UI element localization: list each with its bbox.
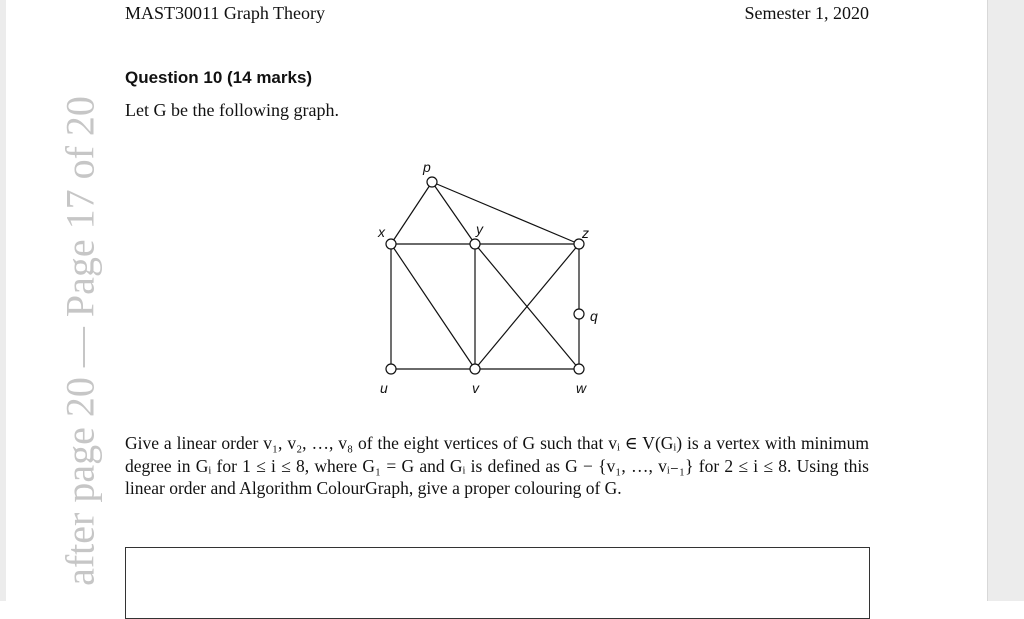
graph-edges (391, 182, 579, 369)
vertex-y (470, 239, 480, 249)
semester-header: Semester 1, 2020 (744, 3, 869, 23)
edge-p-x (391, 182, 432, 244)
vertex-label-p: p (423, 159, 431, 175)
vertex-p (427, 177, 437, 187)
vertex-label-x: x (378, 224, 385, 240)
question-intro: Let G be the following graph. (125, 100, 339, 120)
vertex-v (470, 364, 480, 374)
vertex-label-u: u (380, 380, 388, 396)
page-watermark: after page 20 — Page 17 of 20 (57, 96, 103, 586)
question-title: Question 10 (14 marks) (125, 68, 313, 87)
vertex-u (386, 364, 396, 374)
answer-box[interactable] (125, 547, 870, 619)
course-header: MAST30011 Graph Theory (125, 3, 325, 23)
vertex-q (574, 309, 584, 319)
question-body: Give a linear order v₁, v₂, …, v₈ of the eight vertices of G such that vᵢ ∈ V(Gᵢ) is a vertex with minimum degree in Gᵢ for 1 ≤ i ≤ 8, where G₁ = G and Gᵢ is defined as G − {v₁, …, vᵢ₋₁} for 2 ≤ i ≤ 8. Using this linear order and Algorithm ColourGraph, give a proper colouring of G. (125, 433, 869, 498)
edge-x-v (391, 244, 475, 369)
graph-labels (377, 159, 598, 396)
vertex-label-q: q (590, 308, 598, 324)
vertex-label-z: z (582, 225, 589, 241)
vertex-w (574, 364, 584, 374)
vertex-label-y: y (476, 221, 483, 237)
vertex-label-v: v (472, 380, 479, 396)
vertex-label-w: w (576, 380, 587, 396)
vertex-x (386, 239, 396, 249)
